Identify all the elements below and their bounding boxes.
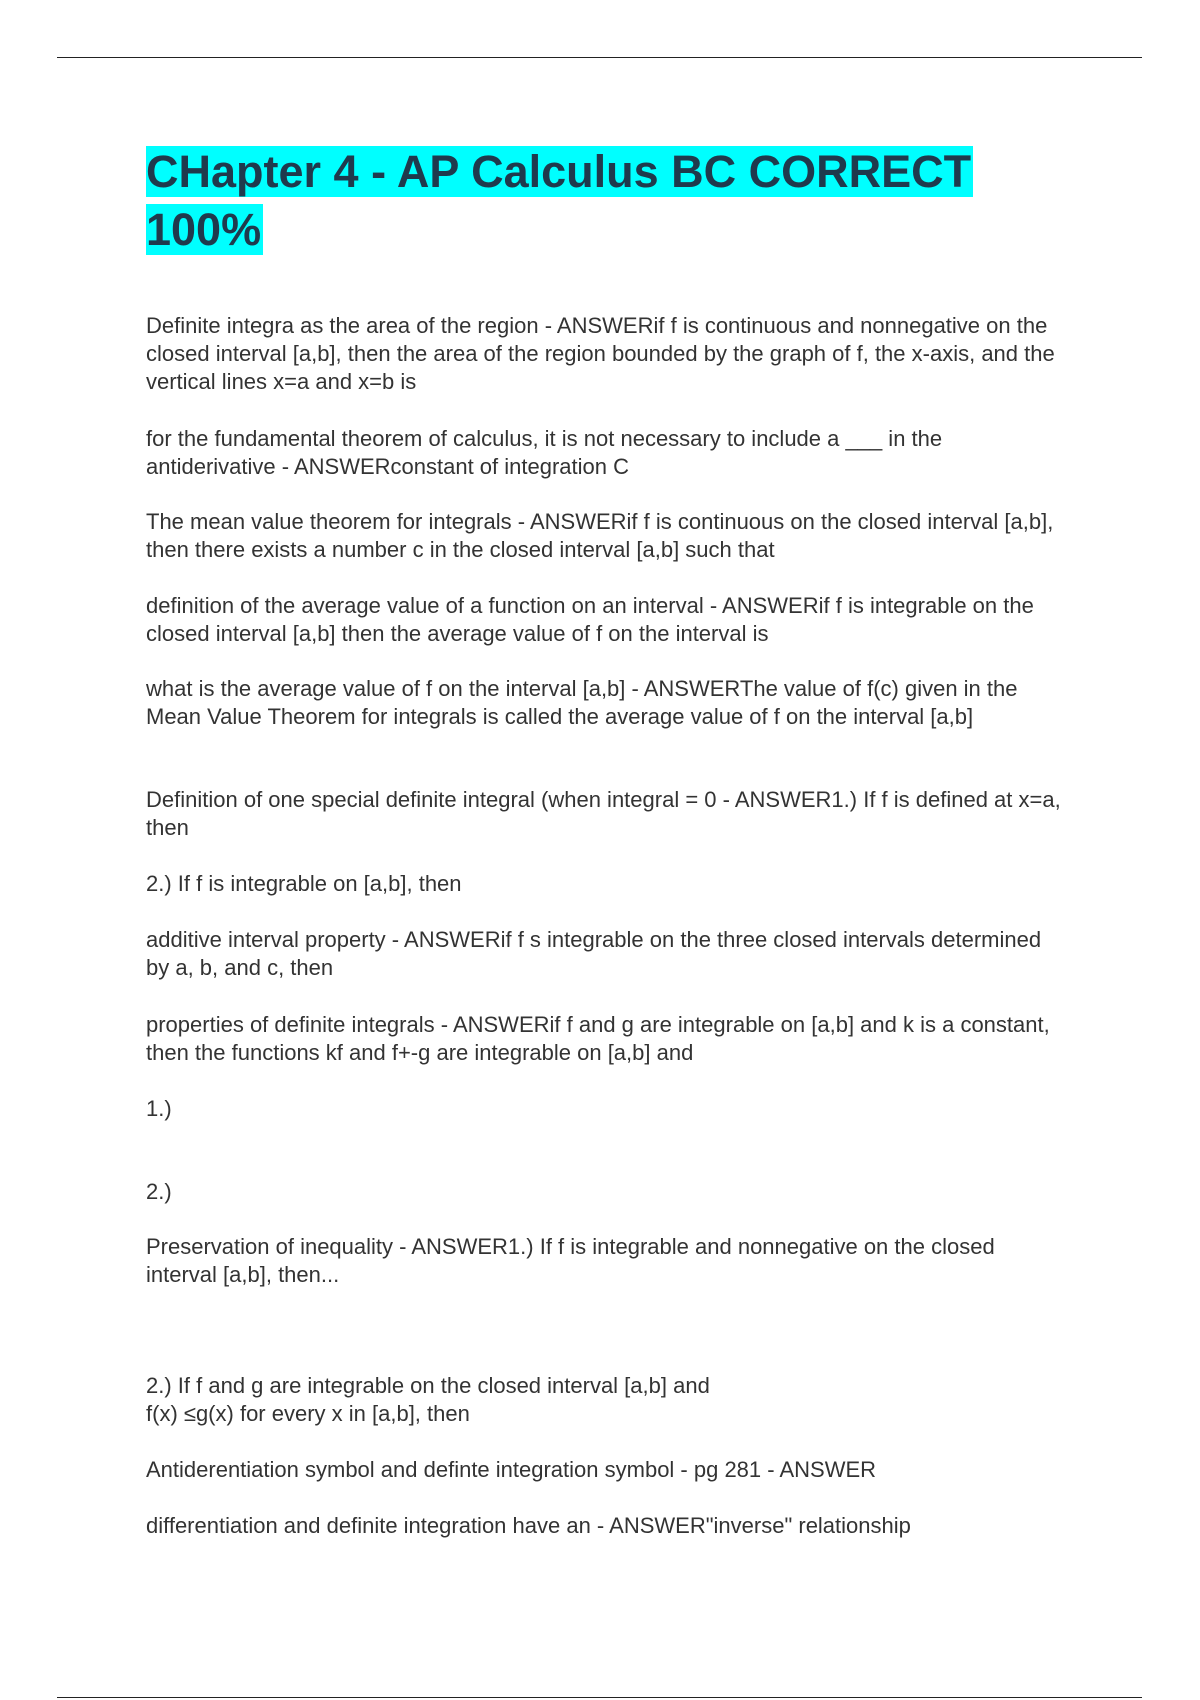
qa-preservation-inequality: Preservation of inequality - ANSWER1.) If f is integrable and nonnegative on the closed interval [a,b], then... [146, 1234, 995, 1287]
title-highlight: CHapter 4 - AP Calculus BC CORRECT 100% [146, 146, 972, 255]
qa-average-value-definition: definition of the average value of a function on an interval - ANSWERif f is integrable on the closed interval [a,b] then the average value of f on the interval is [146, 593, 1034, 646]
qa-special-definite-integral-2: 2.) If f is integrable on [a,b], then [146, 871, 462, 896]
qa-preservation-inequality-2-cont: f(x) ≤g(x) for every x in [a,b], then [146, 1401, 470, 1426]
qa-property-1: 1.) [146, 1096, 172, 1121]
qa-definite-integral-area: Definite integra as the area of the region - ANSWERif f is continuous and nonnegative on the closed interval [a,b], then the area of the region bounded by the graph of f, the x-axis, and the vertical lines x=a and x=b is [146, 313, 1055, 394]
qa-preservation-inequality-2: 2.) If f and g are integrable on the closed interval [a,b] and [146, 1373, 710, 1398]
page-title [146, 143, 1066, 259]
qa-mean-value-theorem: The mean value theorem for integrals - ANSWERif f is continuous on the closed interval [a,b], then there exists a number c in the closed interval [a,b] such that [146, 509, 1054, 562]
qa-property-2: 2.) [146, 1179, 172, 1204]
qa-additive-interval: additive interval property - ANSWERif f s integrable on the three closed intervals determined by a, b, and c, then [146, 927, 1042, 980]
qa-inverse-relationship: differentiation and definite integration have an - ANSWER"inverse" relationship [146, 1513, 911, 1538]
qa-special-definite-integral: Definition of one special definite integral (when integral = 0 - ANSWER1.) If f is defined at x=a, then [146, 787, 1061, 840]
footer-rule [57, 1697, 1142, 1698]
qa-average-value-question: what is the average value of f on the interval [a,b] - ANSWERThe value of f(c) given in the Mean Value Theorem for integrals is called the average value of f on the interval [a,b] [146, 676, 1018, 729]
qa-properties-definite-integrals: properties of definite integrals - ANSWERif f and g are integrable on [a,b] and k is a constant, then the functions kf and f+-g are integrable on [a,b] and [146, 1012, 1050, 1065]
qa-fundamental-theorem: for the fundamental theorem of calculus, it is not necessary to include a ___ in the antiderivative - ANSWERconstant of integration C [146, 426, 943, 479]
header-rule [57, 57, 1142, 58]
qa-antidifferentiation-symbol: Antiderentiation symbol and definte integration symbol - pg 281 - ANSWER [146, 1457, 877, 1482]
